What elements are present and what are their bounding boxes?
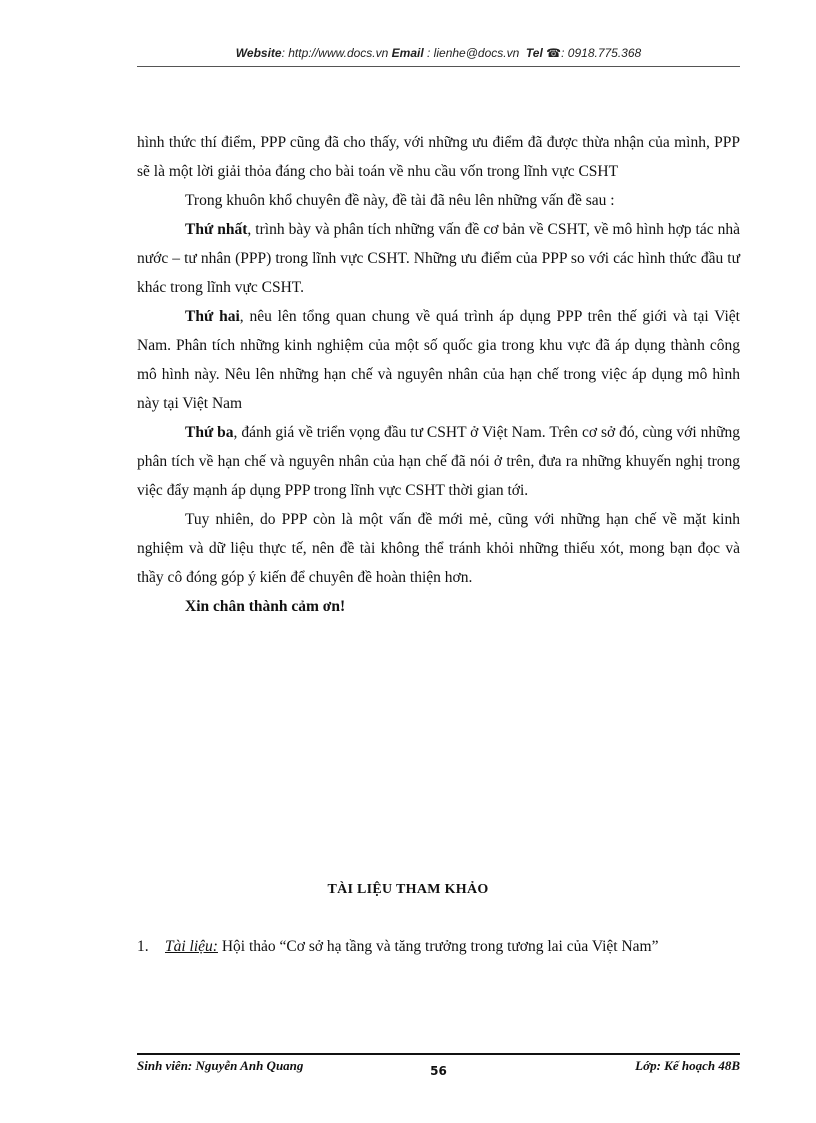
website-value: : http://www.docs.vn [281, 46, 389, 60]
document-body [137, 128, 740, 621]
reference-text: Hội thảo “Cơ sở hạ tầng và tăng trưởng trong tương lai của Việt Nam” [217, 938, 659, 955]
paragraph-5 [137, 418, 740, 505]
references-title: TÀI LIỆU THAM KHẢO [327, 882, 489, 897]
paragraph-1: hình thức thí điểm, PPP cũng đã cho thấy, với những ưu điểm đã được thừa nhận của mình, PPP sẽ là một lời giải thỏa đáng cho bài toán về nhu cầu vốn trong lĩnh vực CSHT [137, 134, 740, 180]
footer-student: Sinh viên: Nguyễn Anh Quang [137, 1058, 304, 1073]
paragraph-4-lead: Thứ hai [185, 308, 240, 325]
paragraph-3 [137, 215, 740, 302]
thanks-line: Xin chân thành cảm ơn! [185, 598, 346, 615]
paragraph-5-lead: Thứ ba [185, 424, 234, 441]
email-value: : lienhe@docs.vn [427, 46, 520, 60]
tel-value: : 0918.775.368 [561, 46, 642, 60]
reference-label: Tài liệu: [165, 938, 218, 955]
reference-item [137, 938, 658, 956]
paragraph-5-text: , đánh giá về triển vọng đầu tư CSHT ở Việt Nam. Trên cơ sở đó, cùng với những phân tích về hạn chế và nguyên nhân của hạn chế đã nói ở trên, đưa ra những khuyến nghị trong việc đẩy mạnh áp dụng PPP trong lĩnh vực CSHT thời gian tới. [137, 424, 740, 499]
footer-divider [137, 1053, 740, 1055]
paragraph-3-lead: Thứ nhất [185, 221, 248, 238]
tel-label: Tel [525, 46, 543, 60]
paragraph-3-text: , trình bày và phân tích những vấn đề cơ bản về CSHT, về mô hình hợp tác nhà nước – tư nhân (PPP) trong lĩnh vực CSHT. Những ưu điểm của PPP so với các hình thức đầu tư khác trong lĩnh vực CSHT. [137, 221, 740, 296]
reference-number: 1. [137, 938, 149, 955]
paragraph-4-text: , nêu lên tổng quan chung về quá trình áp dụng PPP trên thế giới và tại Việt Nam. Phân tích những kinh nghiệm của một số quốc gia trong khu vực đã áp dụng thành công mô hình này. Nêu lên những hạn chế và nguyên nhân của hạn chế trong việc áp dụng mô hình này tại Việt Nam [137, 308, 740, 412]
footer-class: Lớp: Kế hoạch 48B [635, 1058, 740, 1073]
header-divider [137, 66, 740, 67]
phone-icon: ☎ [546, 46, 562, 60]
page-header [137, 46, 740, 66]
website-label: Website [235, 46, 282, 60]
email-label: Email [391, 46, 424, 60]
page-number: 56 [430, 1064, 447, 1078]
paragraph-4 [137, 302, 740, 418]
paragraph-6: Tuy nhiên, do PPP còn là một vấn đề mới mẻ, cũng với những hạn chế về mặt kinh nghiệm và dữ liệu thực tế, nên đề tài không thể tránh khỏi những thiếu xót, mong bạn đọc và thầy cô đóng góp ý kiến để chuyên đề hoàn thiện hơn. [137, 511, 740, 586]
page-footer [137, 1058, 740, 1082]
paragraph-2: Trong khuôn khổ chuyên đề này, đề tài đã nêu lên những vấn đề sau : [185, 192, 615, 209]
